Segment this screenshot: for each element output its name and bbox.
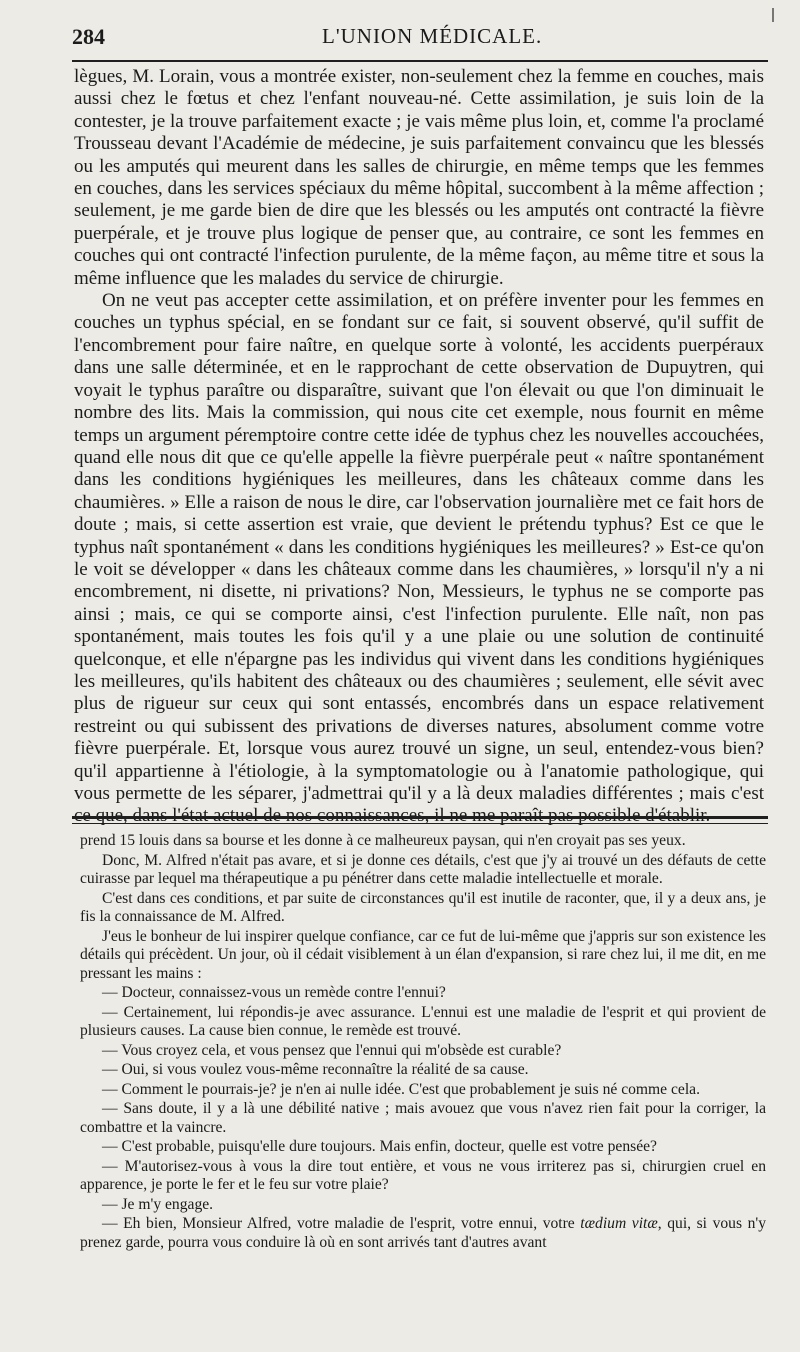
feuilleton-separator-thick <box>72 816 768 819</box>
dialogue-line: — Docteur, connaissez-vous un remède contre l'ennui? <box>102 984 446 1001</box>
article-paragraph: lègues, M. Lorain, vous a montrée exister, non-seulement chez la femme en couches, mais aussi chez le fœtus et chez l'enfant nouveau-né. Cette assimilation, je suis loin de la contester, je la trouve parfaitement exacte ; je vais même plus loin, et, comme l'a proclamé Trousseau devant l'Académie de médecine, je suis parfaitement convaincu que les blessés ou les amputés qui meurent dans les salles de chirurgie, en même temps que les femmes en couches, dans les services spéciaux du même hôpital, succombent à la même affection ; seulement, je me garde bien de dire que les blessés ou les amputés ont contracté la fièvre puerpérale, et je trouve plus logique de penser que, au contraire, ce sont les femmes en couches qui ont contracté l'infection purulente, de la même façon, au même titre et sous la même influence que les malades du service de chirurgie. <box>74 66 764 289</box>
latin-phrase: tædium vitæ <box>580 1215 658 1232</box>
page-header <box>72 24 760 54</box>
dialogue-text: , qui, si vous n'y prenez garde, pourra vous conduire là où en sont arrivés tant d'autres avant <box>80 1215 766 1251</box>
article-paragraph: On ne veut pas accepter cette assimilation, et on préfère inventer pour les femmes en couches un typhus spécial, en se fondant sur ce fait, si souvent observé, qu'il suffit de l'encombrement pour faire naître, en quelque sorte à volonté, les accidents puerpéraux dans une salle déterminée, et en le rapprochant de cette observation de Dupuytren, qui voyait le typhus paraître ou disparaître, suivant que l'on élevait ou que l'on diminuait le nombre des lits. Mais la commission, qui nous cite cet exemple, nous fournit en même temps un argument péremptoire contre cette idée de typhus chez les nouvelles accouchées, quand elle nous dit que ce qu'elle appelle la fièvre puerpérale peut « naître spontanément dans les conditions hygiéniques les meilleures, dans les châteaux comme dans les chaumières. » Elle a raison de nous le dire, car l'observation journalière met ce fait hors de doute ; mais, si cette assertion est vraie, que devient le prétendu typhus? Est ce que le typhus naît spontanément « dans les conditions hygiéniques les meilleures? » Est-ce qu'on le voit se développer « dans les châteaux comme dans les chaumières, » lorsqu'il n'y a ni encombrement, ni disette, ni privations? Non, Messieurs, le typhus ne se comporte pas ainsi ; mais, ce qui se comporte ainsi, c'est l'infection purulente. Elle naît, non pas spontanément, mais toutes les fois qu'il y a une plaie ou une solution de continuité quelconque, et elle n'épargne pas les individus qui vivent dans les conditions hygiéniques les meilleures, qu'ils habitent des châteaux ou des chaumières ; seulement, elle sévit avec plus de rigueur sur ceux qui sont entassés, encombrés dans un espace relativement restreint ou qui subissent des privations de diverses natures, absolument comme votre fièvre puerpérale. Et, lorsque vous aurez trouvé un signe, un seul, entendez-vous bien? qu'il appartienne à l'étiologie, à la symptomatologie ou à l'anatomie pathologique, qui vous permette de les séparer, j'admettrai qu'il y a là deux maladies différentes ; mais c'est <box>74 290 764 804</box>
margin-mark <box>772 8 774 22</box>
header-rule <box>72 60 768 62</box>
feuilleton-paragraph: C'est dans ces conditions, et par suite de circonstances qu'il est inutile de raconter, que, il y a deux ans, je fis la connaissance de M. Alfred. <box>80 889 766 925</box>
page-number: 284 <box>72 24 105 49</box>
feuilleton-body <box>80 832 766 1252</box>
article-body <box>74 66 764 828</box>
dialogue-text: — Eh bien, Monsieur Alfred, votre maladie de l'esprit, votre ennui, votre <box>102 1215 581 1232</box>
dialogue-line: — Certainement, lui répondis-je avec assurance. L'ennui est une maladie de l'esprit et qui provient de plusieurs causes. La cause bien connue, le remède est trouvé. <box>80 1003 766 1039</box>
dialogue-line: — M'autorisez-vous à vous la dire tout entière, et vous ne vous irriterez pas si, chirurgien cruel en apparence, je porte le fer et le feu sur votre plaie? <box>80 1157 766 1193</box>
dialogue-line-last <box>80 1215 766 1252</box>
dialogue-line: — C'est probable, puisqu'elle dure toujours. Mais enfin, docteur, quelle est votre pensée? <box>102 1138 657 1155</box>
running-title: L'UNION MÉDICALE. <box>322 24 543 48</box>
feuilleton-paragraph: Donc, M. Alfred n'était pas avare, et si je donne ces détails, c'est que j'y ai trouvé un des défauts de cette cuirasse par lequel ma thérapeutique a pu pénétrer dans cette maladie intellectuelle et morale. <box>80 851 766 887</box>
feuilleton-paragraph: prend 15 louis dans sa bourse et les donne à ce malheureux paysan, qui n'en croyait pas ses yeux. <box>80 832 686 849</box>
dialogue-line: — Oui, si vous voulez vous-même reconnaître la réalité de sa cause. <box>102 1061 529 1078</box>
dialogue-line: — Je m'y engage. <box>102 1195 214 1213</box>
dialogue-line: — Vous croyez cela, et vous pensez que l'ennui qui m'obsède est curable? <box>102 1041 562 1059</box>
feuilleton-paragraph: J'eus le bonheur de lui inspirer quelque confiance, car ce fut de lui-même que j'appris sur son existence les détails qui précèdent. Un jour, où il cédait visiblement à un élan d'expansion, si rare chez lui, il me dit, en me pressant les mains : <box>80 927 766 982</box>
dialogue-line: — Sans doute, il y a là une débilité native ; mais avouez que vous n'avez rien fait pour la corriger, la combattre et la vaincre. <box>80 1100 766 1136</box>
dialogue-line: — Comment le pourrais-je? je n'en ai nulle idée. C'est que probablement je suis né comme cela. <box>102 1080 700 1098</box>
feuilleton-separator-thin <box>72 823 768 824</box>
